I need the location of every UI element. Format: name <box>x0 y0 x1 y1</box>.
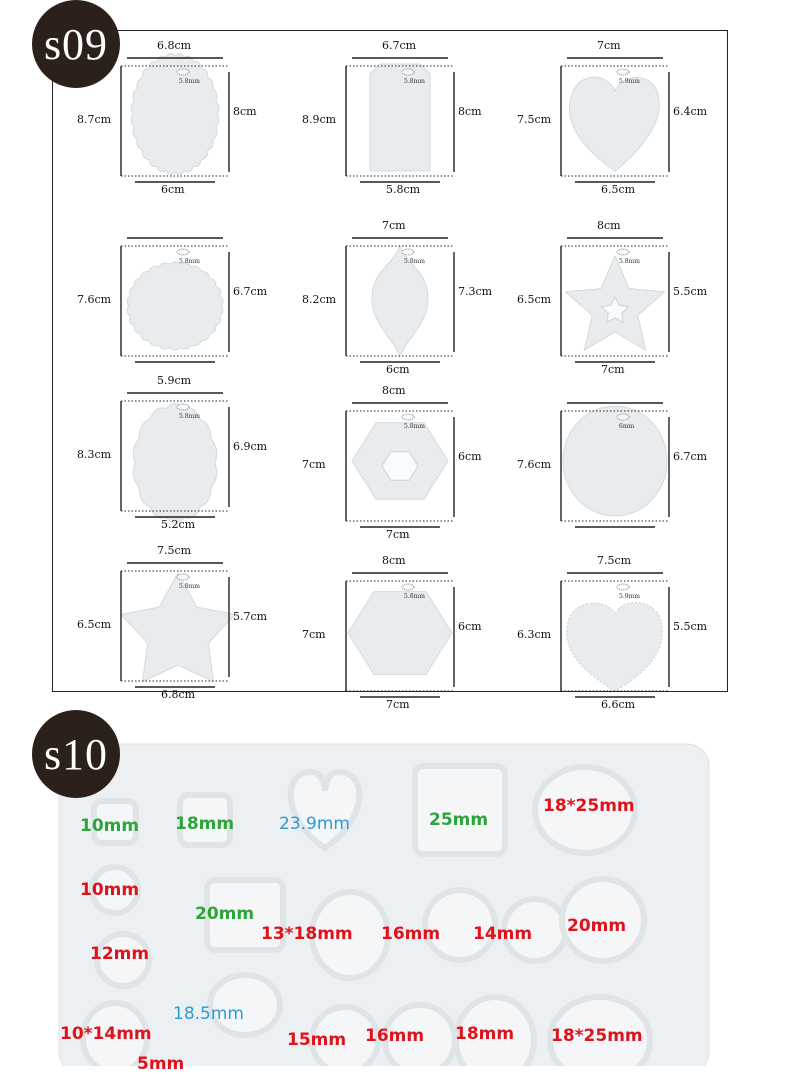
hanging-hole <box>177 249 189 255</box>
cavity-size-label: 20mm <box>195 904 255 924</box>
dimension-label-left: 7cm <box>302 628 326 641</box>
hanging-hole <box>402 584 414 590</box>
dimension-label-bottom: 6.6cm <box>601 698 636 711</box>
dimension-label-left: 6.5cm <box>77 618 112 631</box>
cavity-size-label: 23.9mm <box>279 814 350 834</box>
section-badge-s10 <box>32 710 120 798</box>
hanging-hole <box>402 69 414 75</box>
hole-size-label: 5.8mm <box>179 413 200 420</box>
cavity-size-label: 20mm <box>567 916 627 936</box>
pendant-mold-circle <box>503 381 723 541</box>
cavity-size-label: 12mm <box>90 944 150 964</box>
dimension-label-bottom: 5.8cm <box>386 183 421 196</box>
cavity-size-label: 18mm <box>175 814 235 834</box>
mold-tray-illustration <box>55 740 711 1066</box>
dimension-label-left: 7.5cm <box>517 113 552 126</box>
pendant-mold-hexagon-hollow <box>288 381 508 541</box>
dimension-label-left: 8.7cm <box>77 113 112 126</box>
dimension-label-left: 6.5cm <box>517 293 552 306</box>
dimension-label-left: 7cm <box>302 458 326 471</box>
dimension-label-right: 6cm <box>458 450 482 463</box>
dimension-label-left: 8.9cm <box>302 113 337 126</box>
hanging-hole <box>177 69 189 75</box>
pendant-mold-wavy-rect <box>63 371 283 531</box>
dimension-label-right: 6.7cm <box>233 285 268 298</box>
pendant-mold-scallop-circle <box>63 216 283 376</box>
hole-size-label: 5.9mm <box>619 593 640 600</box>
dimension-label-bottom: 7cm <box>386 528 410 541</box>
hole-size-label: 5.8mm <box>404 78 425 85</box>
dimension-label-left: 7.6cm <box>517 458 552 471</box>
dimension-label-right: 5.5cm <box>673 285 708 298</box>
cavity-size-label: 16mm <box>381 924 441 944</box>
hole-size-label: 5.8mm <box>619 258 640 265</box>
cavity-size-label: 10mm <box>80 880 140 900</box>
dimension-label-bottom: 6cm <box>386 363 410 376</box>
cavity-size-label: 18mm <box>455 1024 515 1044</box>
hole-size-label: 6mm <box>619 423 635 430</box>
hole-size-label: 5.8mm <box>404 258 425 265</box>
dimension-label-right: 6.4cm <box>673 105 708 118</box>
cavity-size-label: 18*25mm <box>543 796 635 816</box>
dimension-label-top: 7cm <box>382 219 406 232</box>
dimension-label-right: 8cm <box>458 105 482 118</box>
hole-size-label: 5.8mm <box>404 593 425 600</box>
cavity-size-label: 18.5mm <box>173 1004 244 1024</box>
cavity-size-label: 10mm <box>80 816 140 836</box>
dimension-label-right: 6.9cm <box>233 440 268 453</box>
dimension-label-left: 8.3cm <box>77 448 112 461</box>
dimension-label-right: 6.7cm <box>673 450 708 463</box>
pendant-mold-heart <box>503 36 723 196</box>
cavity-size-label: 5mm <box>137 1054 185 1074</box>
hole-size-label: 5.8mm <box>179 258 200 265</box>
hanging-hole <box>617 249 629 255</box>
dimension-label-top: 6.8cm <box>157 39 192 52</box>
hole-size-label: 5.8mm <box>404 423 425 430</box>
cavity-size-label: 15mm <box>287 1030 347 1050</box>
pendant-mold-hexagon <box>288 551 508 711</box>
dimension-label-bottom: 7cm <box>601 363 625 376</box>
hanging-hole <box>617 69 629 75</box>
pendant-mold-star-hollow <box>503 216 723 376</box>
pendant-mold-tag-rect <box>288 36 508 196</box>
hanging-hole <box>402 414 414 420</box>
cavity-size-label: 13*18mm <box>261 924 353 944</box>
dimension-label-bottom: 5.2cm <box>161 518 196 531</box>
dimension-label-bottom: 6.8cm <box>161 688 196 701</box>
hanging-hole <box>177 574 189 580</box>
dimension-label-right: 6cm <box>458 620 482 633</box>
section-badge-label: s09 <box>43 19 109 69</box>
pendant-mold-star <box>63 541 283 701</box>
dimension-label-top: 7.5cm <box>597 554 632 567</box>
pendant-mold-lantern <box>288 216 508 376</box>
hanging-hole <box>617 584 629 590</box>
section-badge-label: s10 <box>43 729 109 779</box>
hole-size-label: 5.8mm <box>179 583 200 590</box>
dimension-label-left: 7.6cm <box>77 293 112 306</box>
dimension-label-top: 6.7cm <box>382 39 417 52</box>
dimension-label-bottom: 7cm <box>386 698 410 711</box>
dimension-label-top: 7cm <box>597 39 621 52</box>
section-badge-s09 <box>32 0 120 88</box>
dimension-label-right: 5.7cm <box>233 610 268 623</box>
dimension-label-right: 5.5cm <box>673 620 708 633</box>
pendant-mold-scallop-heart <box>503 551 723 711</box>
dimension-label-top: 8cm <box>597 219 621 232</box>
dimension-label-top: 8cm <box>382 554 406 567</box>
hole-size-label: 5.9mm <box>619 78 640 85</box>
dimension-label-left: 6.3cm <box>517 628 552 641</box>
dimension-label-top: 5.9cm <box>157 374 192 387</box>
dimension-label-bottom: 6.5cm <box>601 183 636 196</box>
s09-product-grid <box>52 30 728 711</box>
cavity-size-label: 18*25mm <box>551 1026 643 1046</box>
dimension-label-left: 8.2cm <box>302 293 337 306</box>
hanging-hole <box>177 404 189 410</box>
cavity-size-label: 10*14mm <box>60 1024 152 1044</box>
dimension-label-right: 7.3cm <box>458 285 493 298</box>
dimension-label-right: 8cm <box>233 105 257 118</box>
hole-size-label: 5.8mm <box>179 78 200 85</box>
cavity-size-label: 25mm <box>429 810 489 830</box>
dimension-label-top: 8cm <box>382 384 406 397</box>
cavity-size-label: 16mm <box>365 1026 425 1046</box>
s10-mold-tray <box>55 740 711 1074</box>
hanging-hole <box>402 249 414 255</box>
dimension-label-bottom: 6cm <box>161 183 185 196</box>
dimension-label-top: 7.5cm <box>157 544 192 557</box>
hanging-hole <box>617 414 629 420</box>
cavity-size-label: 14mm <box>473 924 533 944</box>
